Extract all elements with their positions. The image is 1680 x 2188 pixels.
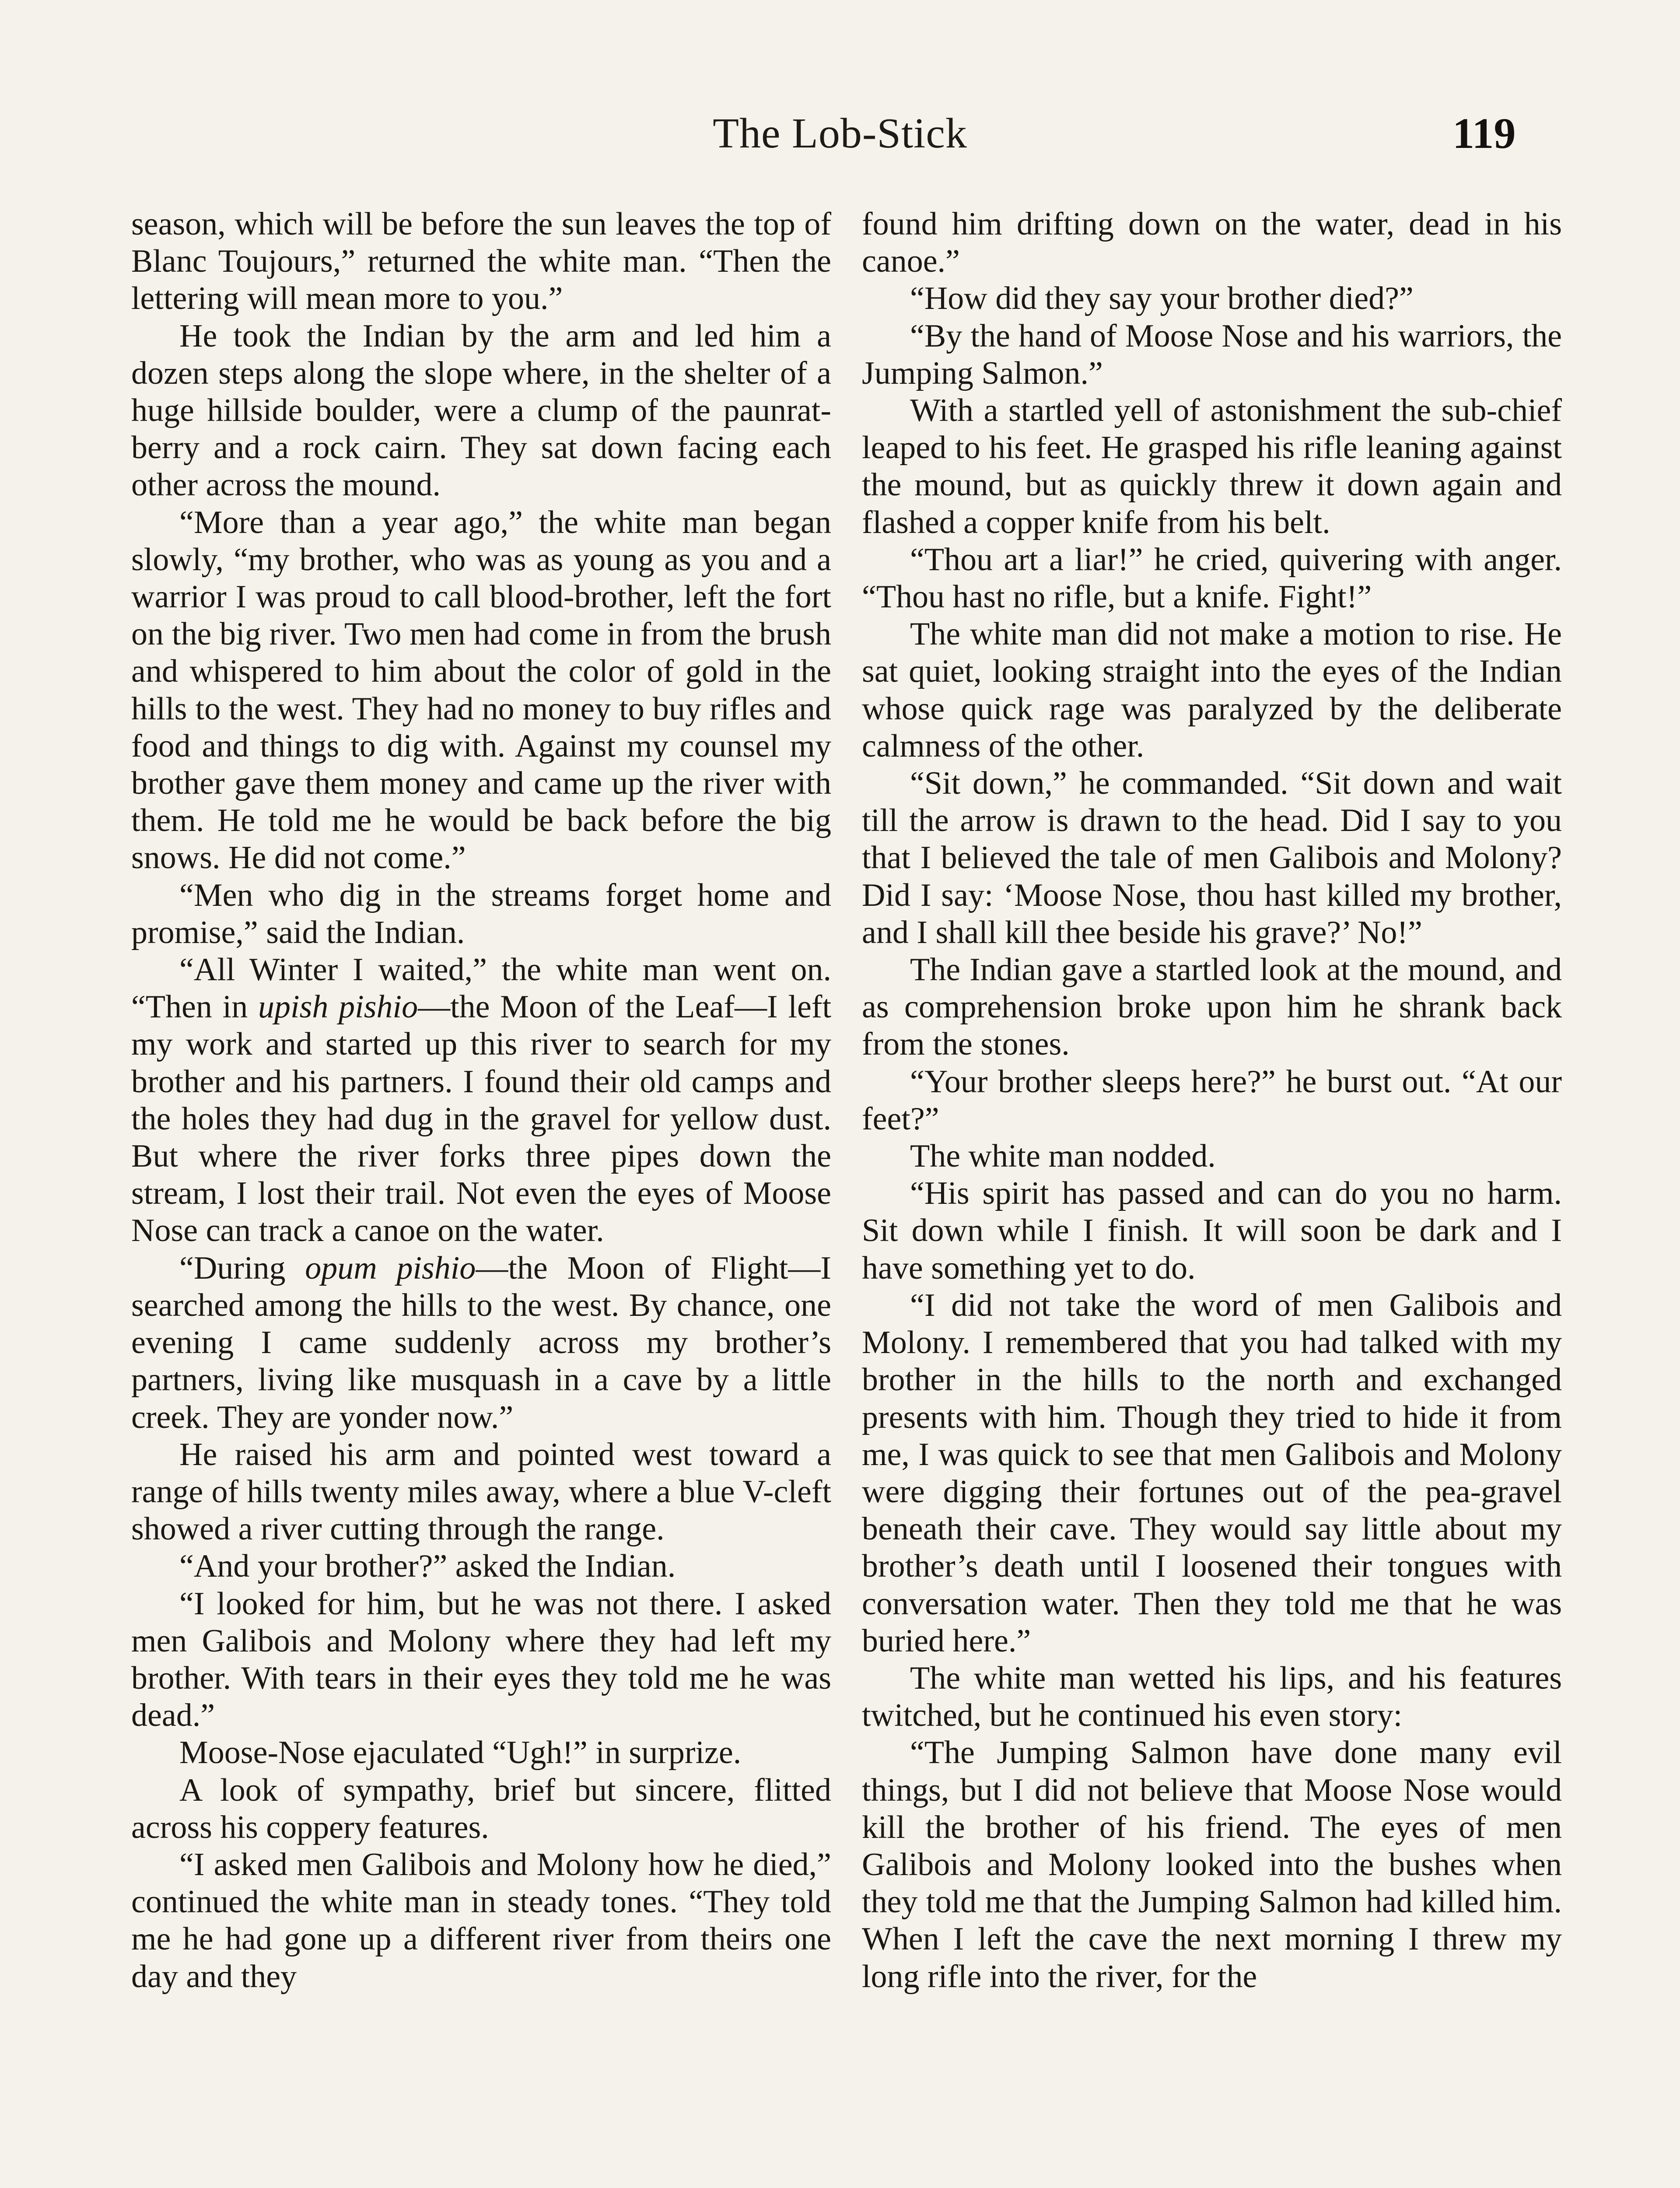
paragraph: He raised his arm and pointed west toward a range of hills twenty miles away, where a blue V-cleft showed a river cutting through the range. [131,1436,831,1547]
paragraph: He took the Indian by the arm and led him a dozen steps along the slope where, in the shelter of a huge hillside boulder, were a clump of the paunrat-berry and a rock cairn. They sat down facing each other across the mound. [131,318,831,503]
text-run: “All Winter I waited,” the white man went on. “Then in [131,952,831,1025]
paragraph: With a startled yell of astonishment the sub-chief leaped to his feet. He grasped his rifle leaning against the mound, but as quickly threw it down again and flashed a copper knife from his belt. [862,393,1562,540]
paragraph: “I looked for him, but he was not there. I asked men Galibois and Molony where they had left my brother. With tears in their eyes they told me he was dead.” [131,1585,831,1734]
paragraph: The Indian gave a startled look at the mound, and as comprehension broke upon him he shrank back from the stones. [862,952,1562,1062]
paragraph: The white man nodded. [910,1138,1216,1175]
paragraph: “Men who dig in the streams forget home and promise,” said the Indian. [131,877,831,950]
paragraph: “How did they say your brother died?” [910,281,1414,317]
paragraph: The white man wetted his lips, and his features twitched, but he continued his even story: [862,1660,1562,1734]
left-column [131,206,831,1995]
paragraph: “Sit down,” he commanded. “Sit down and wait till the arrow is drawn to the head. Did I say to you that I believed the tale of men Galibois and Molony? Did I say: ‘Moose Nose, thou hast killed my brother, and I shall kill thee beside his grave?’ No!” [862,765,1562,950]
paragraph: season, which will be before the sun leaves the top of Blanc Toujours,” returned the white man. “Then the lettering will mean more to you.” [131,206,831,317]
paragraph: “I did not take the word of men Galibois and Molony. I remembered that you had talked with my brother in the hills to the north and exchanged presents with him. Though they tried to hide it from me, I was quick to see that men Galibois and Molony were digging their fortunes out of the pea-gravel beneath their cave. They would say little about my brother’s death until I loosened their tongues with conversation water. Then they told me that he was buried here.” [862,1287,1562,1659]
page-header [0,105,1680,162]
italic-phrase: opum pishio [305,1250,476,1286]
paragraph: “Your brother sleeps here?” he burst out. “At our feet?” [862,1063,1562,1137]
paragraph [131,1250,831,1436]
paragraph: “More than a year ago,” the white man began slowly, “my brother, who was as young as you and a warrior I was proud to call blood-brother, left the fort on the big river. Two men had come in from the brush and whispered to him about the color of gold in the hills to the west. They had no money to buy rifles and food and things to dig with. Against my counsel my brother gave them money and came up the river with them. He told me he would be back before the big snows. He did not come.” [131,504,831,876]
paragraph: found him drifting down on the water, dead in his canoe.” [862,206,1562,280]
italic-phrase: upish pishio [258,989,418,1025]
running-title: The Lob-Stick [713,110,967,157]
paragraph: Moose-Nose ejaculated “Ugh!” in surprize. [179,1735,742,1771]
paragraph: “I asked men Galibois and Molony how he died,” continued the white man in steady tones. “They told me he had gone up a different river from theirs one day and they [131,1846,831,1995]
paragraph: “By the hand of Moose Nose and his warriors, the Jumping Salmon.” [862,318,1562,391]
text-run: —the Moon of Flight—I searched among the hills to the west. By chance, one evening I came suddenly across my brother’s partners, living like musquash in a cave by a little creek. They are yonder now.” [131,1250,831,1435]
text-run: “During [179,1250,305,1286]
paragraph: “His spirit has passed and can do you no harm. Sit down while I finish. It will soon be dark and I have something yet to do. [862,1175,1562,1286]
paragraph: “And your brother?” asked the Indian. [179,1548,676,1585]
paragraph: The white man did not make a motion to rise. He sat quiet, looking straight into the eyes of the Indian whose quick rage was paralyzed by the deliberate calmness of the other. [862,616,1562,764]
paragraph [131,951,831,1250]
paragraph: “The Jumping Salmon have done many evil things, but I did not believe that Moose Nose would kill the brother of his friend. The eyes of men Galibois and Molony looked into the bushes when they told me that the Jumping Salmon had killed him. When I left the cave the next morning I threw my long rifle into the river, for the [862,1735,1562,1995]
paragraph: “Thou art a liar!” he cried, quivering with anger. “Thou hast no rifle, but a knife. Fight!” [862,541,1562,615]
page-number: 119 [1452,109,1516,158]
paragraph: A look of sympathy, brief but sincere, flitted across his coppery features. [131,1772,831,1845]
text-run: —the Moon of the Leaf—I left my work and started up this river to search for my brother and his partners. I found their old camps and the holes they had dug in the gravel for yellow dust. But where the river forks three pipes down the stream, I lost their trail. Not even the eyes of Moose Nose can track a canoe on the water. [131,989,831,1249]
right-column [862,206,1562,1995]
